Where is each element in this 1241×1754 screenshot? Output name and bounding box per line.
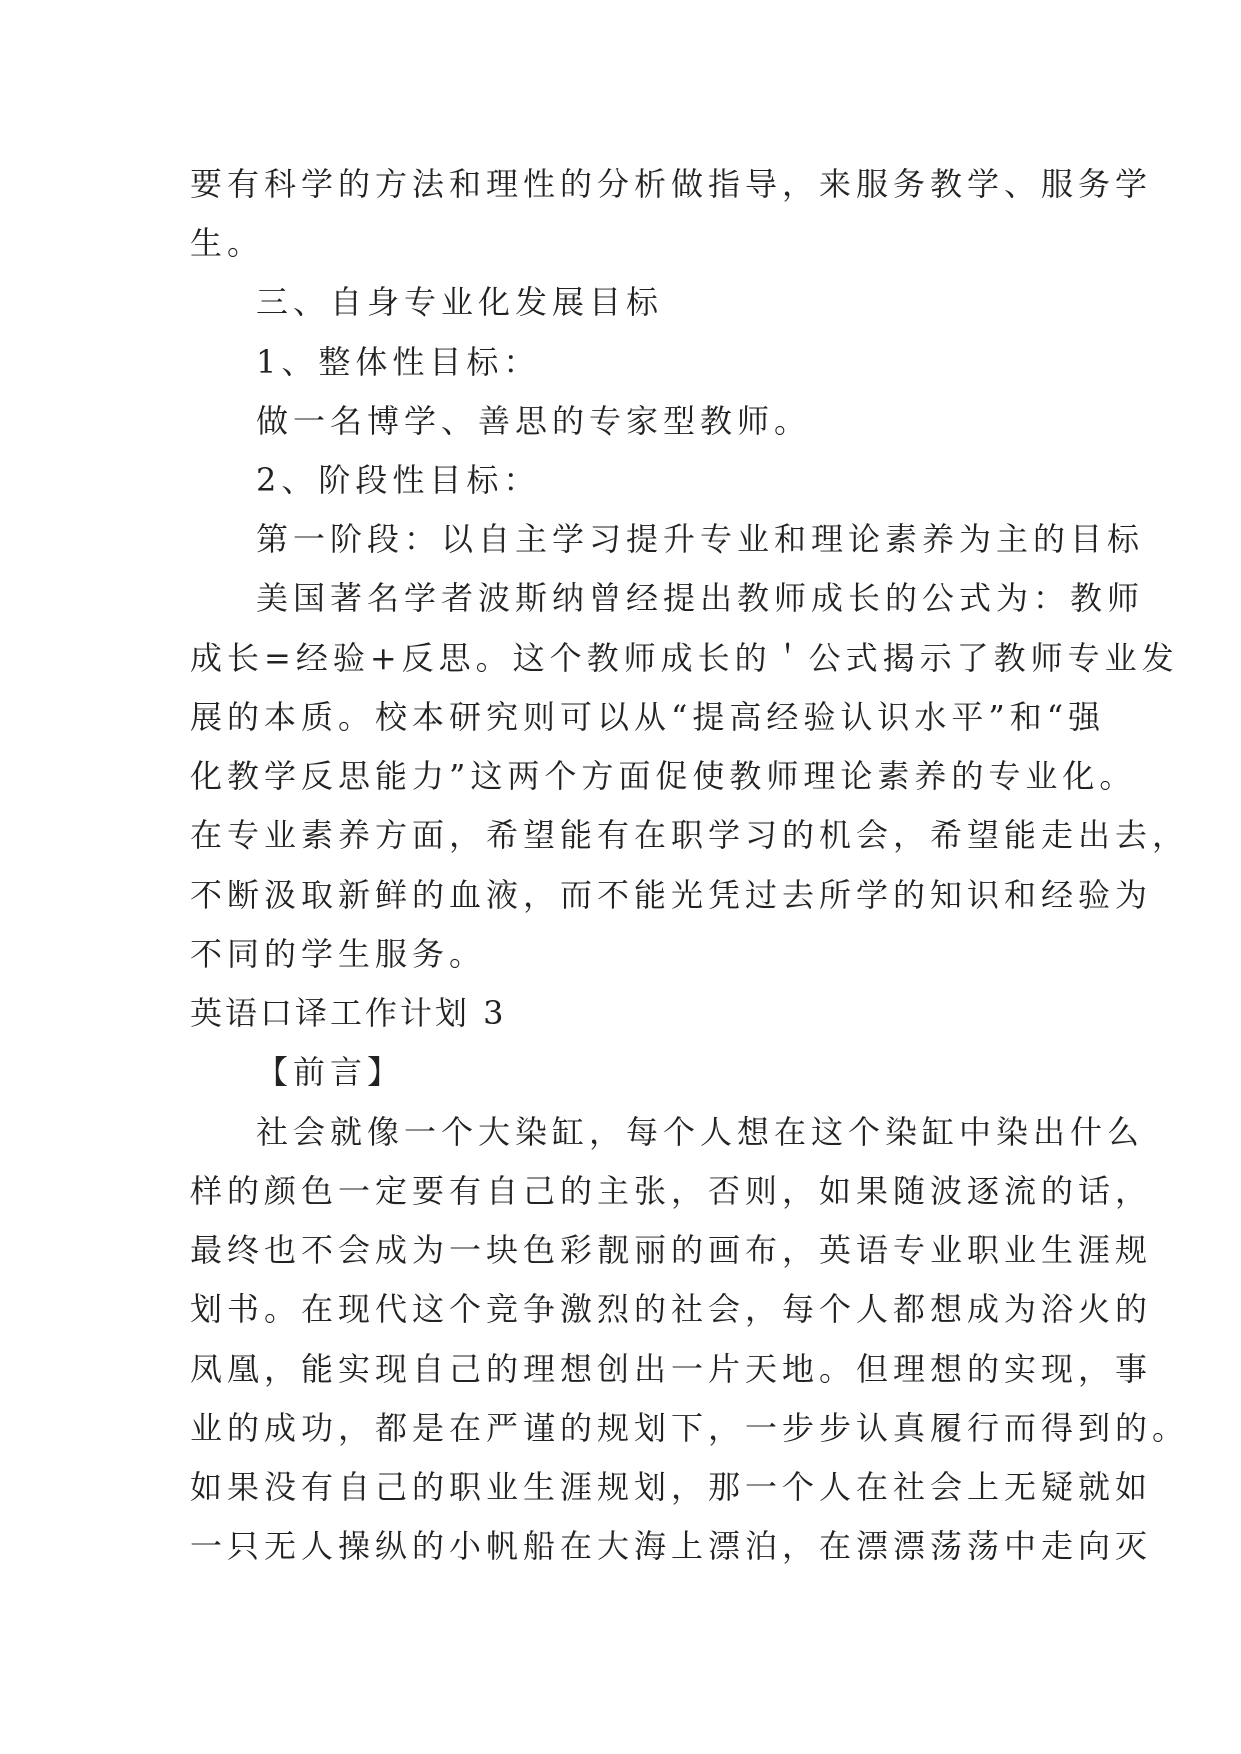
paragraph-line: 不断汲取新鲜的血液，而不能光凭过去所学的知识和经验为	[190, 876, 1153, 914]
paragraph-line: 业的成功，都是在严谨的规划下，一步步认真履行而得到的。	[190, 1409, 1190, 1447]
paragraph-line: 样的颜色一定要有自己的主张，否则，如果随波逐流的话，	[190, 1172, 1153, 1210]
paragraph-line: 成长=经验+反思。这个教师成长的＇公式揭示了教师专业发	[190, 639, 1179, 677]
paragraph-line: 最终也不会成为一块色彩靓丽的画布，英语专业职业生涯规	[190, 1231, 1153, 1269]
paragraph-line: 社会就像一个大染缸，每个人想在这个染缸中染出什么	[256, 1113, 1145, 1151]
paragraph-line: 第一阶段：以自主学习提升专业和理论素养为主的目标	[256, 520, 1145, 558]
paragraph-line: 做一名博学、善思的专家型教师。	[256, 402, 812, 440]
paragraph-line: 凤凰，能实现自己的理想创出一片天地。但理想的实现，事	[190, 1350, 1153, 1388]
paragraph-line: 在专业素养方面，希望能有在职学习的机会，希望能走出去，	[190, 816, 1190, 854]
paragraph-line: 展的本质。校本研究则可以从“提高经验认识水平”和“强	[190, 698, 1106, 736]
paragraph-line: 一只无人操纵的小帆船在大海上漂泊，在漂漂荡荡中走向灭	[190, 1527, 1153, 1565]
paragraph-line: 生。	[190, 224, 265, 262]
paragraph-line: 不同的学生服务。	[190, 935, 487, 973]
paragraph-line: 美国著名学者波斯纳曾经提出教师成长的公式为：教师	[256, 579, 1145, 617]
section-heading: 三、自身专业化发展目标	[256, 283, 664, 321]
preface-heading: 【前言】	[256, 1053, 405, 1091]
paragraph-line: 划书。在现代这个竞争激烈的社会，每个人都想成为浴火的	[190, 1290, 1153, 1328]
paragraph-line: 要有科学的方法和理性的分析做指导，来服务教学、服务学	[190, 165, 1153, 203]
paragraph-line: 如果没有自己的职业生涯规划，那一个人在社会上无疑就如	[190, 1468, 1153, 1506]
subheading: 2、阶段性目标：	[256, 461, 541, 499]
document-title: 英语口译工作计划 3	[190, 994, 507, 1032]
paragraph-line: 化教学反思能力”这两个方面促使教师理论素养的专业化。	[190, 757, 1137, 795]
subheading: 1、整体性目标：	[256, 343, 541, 381]
